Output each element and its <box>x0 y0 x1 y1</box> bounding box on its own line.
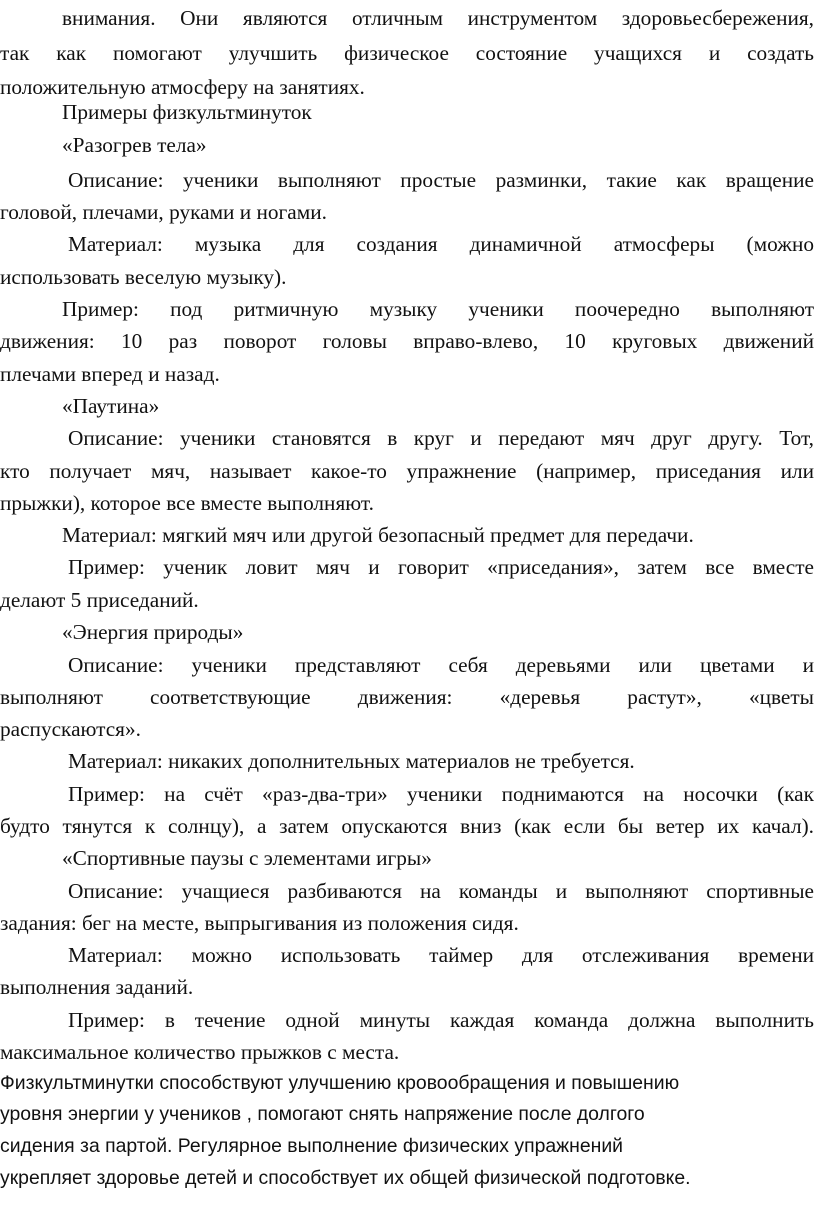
example-line: Пример: ученик ловит мяч и говорит «приседания», затем все вместе <box>68 555 814 579</box>
material-line: выполнения заданий. <box>0 975 194 999</box>
material-line: Материал: мягкий мяч или другой безопасный предмет для передачи. <box>62 523 694 547</box>
section-title: «Энергия природы» <box>62 620 244 644</box>
conclusion-line: сидения за партой. Регулярное выполнение физических упражнений <box>0 1135 623 1157</box>
description-line: Описание: учащиеся разбиваются на команды и выполняют спортивные <box>68 879 814 903</box>
intro-line: внимания. Они являются отличным инструментом здоровьесбережения, <box>62 6 814 30</box>
example-line: плечами вперед и назад. <box>0 362 220 386</box>
example-line: делают 5 приседаний. <box>0 588 199 612</box>
material-line: использовать веселую музыку). <box>0 265 287 289</box>
conclusion-line: уровня энергии у учеников , помогают снять напряжение после долгого <box>0 1103 645 1125</box>
description-line: Описание: ученики выполняют простые разминки, такие как вращение <box>68 168 814 192</box>
intro-line: так как помогают улучшить физическое состояние учащихся и создать <box>0 41 814 65</box>
example-line: Пример: в течение одной минуты каждая команда должна выполнить <box>68 1008 814 1032</box>
description-line: Описание: ученики представляют себя деревьями или цветами и <box>68 653 814 677</box>
example-line: будто тянутся к солнцу), а затем опускаются вниз (как если бы ветер их качал). <box>0 814 814 838</box>
example-line: движения: 10 раз поворот головы вправо-влево, 10 круговых движений <box>0 329 814 353</box>
material-line: Материал: никаких дополнительных материалов не требуется. <box>68 749 635 773</box>
section-title: «Паутина» <box>62 394 160 418</box>
material-line: Материал: музыка для создания динамичной атмосферы (можно <box>68 232 814 256</box>
example-line: Пример: под ритмичную музыку ученики поочередно выполняют <box>62 297 814 321</box>
examples-heading: Примеры физкультминуток <box>62 100 312 124</box>
description-line: головой, плечами, руками и ногами. <box>0 200 327 224</box>
example-line: Пример: на счёт «раз-два-три» ученики поднимаются на носочки (как <box>68 782 814 806</box>
description-line: Описание: ученики становятся в круг и передают мяч друг другу. Тот, <box>68 426 814 450</box>
description-line: кто получает мяч, называет какое-то упражнение (например, приседания или <box>0 459 814 483</box>
description-line: выполняют соответствующие движения: «деревья растут», «цветы <box>0 685 814 709</box>
section-title: «Разогрев тела» <box>62 133 207 157</box>
description-line: прыжки), которое все вместе выполняют. <box>0 491 374 515</box>
conclusion-line: Физкультминутки способствуют улучшению кровообращения и повышению <box>0 1072 680 1094</box>
description-line: распускаются». <box>0 717 141 741</box>
material-line: Материал: можно использовать таймер для отслеживания времени <box>68 943 814 967</box>
intro-line: положительную атмосферу на занятиях. <box>0 75 365 99</box>
conclusion-line: укрепляет здоровье детей и способствует их общей физической подготовке. <box>0 1167 691 1189</box>
example-line: максимальное количество прыжков с места. <box>0 1040 400 1064</box>
section-title: «Спортивные паузы с элементами игры» <box>62 846 432 870</box>
description-line: задания: бег на месте, выпрыгивания из положения сидя. <box>0 911 519 935</box>
